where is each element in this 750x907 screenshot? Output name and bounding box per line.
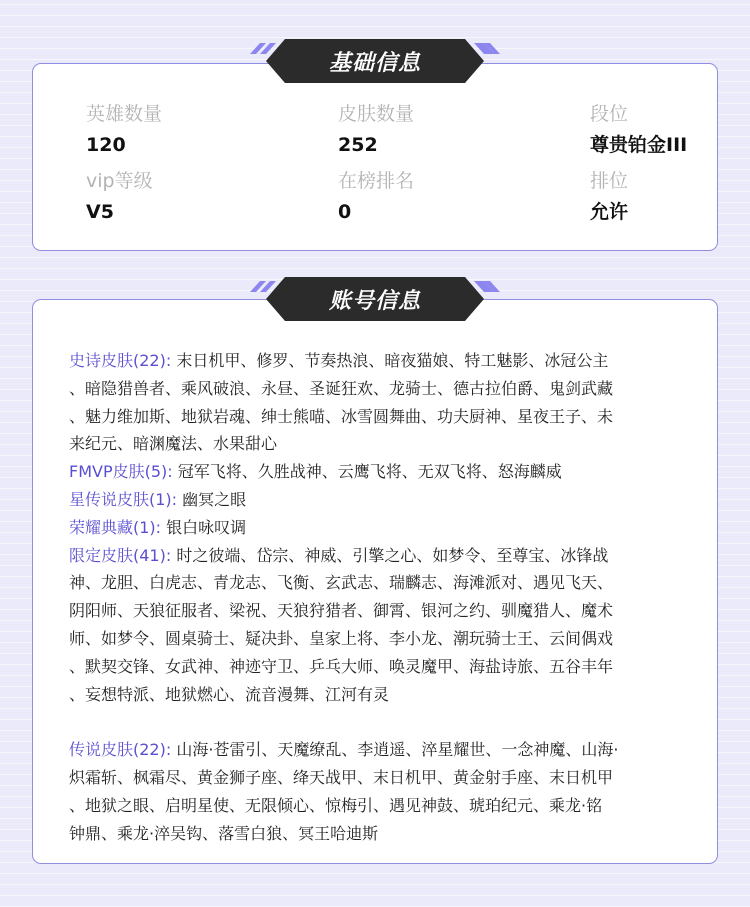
category-label: 限定皮肤(41): <box>69 545 172 565</box>
skin-line: 神、龙胆、白虎志、青龙志、飞衡、玄武志、瑞麟志、海滩派对、遇见飞天、 <box>69 573 614 593</box>
stat-ranked-allowed <box>590 169 730 225</box>
stat-label: 段位 <box>590 103 629 125</box>
skin-line: 阴阳师、天狼征服者、梁祝、天狼狩猎者、御霄、银河之约、驯魔猎人、魔术 <box>69 601 614 621</box>
stat-value: 允许 <box>590 201 629 223</box>
skin-line: 来纪元、暗渊魔法、水果甜心 <box>69 434 278 454</box>
skin-line: 山海·苍雷引、天魔缭乱、李逍遥、淬星耀世、一念神魔、山海· <box>176 740 619 760</box>
stat-vip-level <box>86 169 338 225</box>
category-label: FMVP皮肤(5): <box>69 462 173 482</box>
skin-line: 、默契交锋、女武神、神迹守卫、乒乓大师、唤灵魔甲、海盐诗旅、五谷丰年 <box>69 656 614 676</box>
section-title: 基础信息 <box>328 50 421 76</box>
stat-label: vip等级 <box>86 170 153 192</box>
stat-leaderboard-rank <box>338 169 590 225</box>
stat-value: V5 <box>86 201 114 223</box>
skin-list <box>69 347 689 848</box>
stat-value: 尊贵铂金III <box>590 134 688 156</box>
stat-label: 皮肤数量 <box>338 103 415 125</box>
basic-info-card <box>32 63 718 251</box>
skin-category-glory-collection <box>69 514 689 542</box>
stat-label: 英雄数量 <box>86 103 163 125</box>
skin-line: 冠军飞将、久胜战神、云鹰飞将、无双飞将、怒海麟威 <box>177 462 562 482</box>
skin-line: 师、如梦令、圆桌骑士、疑决卦、皇家上将、李小龙、潮玩骑士王、云间偶戏 <box>69 628 614 648</box>
skin-line: 时之彼端、岱宗、神威、引擎之心、如梦令、至尊宝、冰锋战 <box>176 545 609 565</box>
category-label: 荣耀典藏(1): <box>69 517 162 537</box>
category-label: 星传说皮肤(1): <box>69 489 178 509</box>
skin-line: 钟鼎、乘龙·淬吴钩、落雪白狼、冥王哈迪斯 <box>69 823 379 843</box>
stat-hero-count <box>86 102 338 158</box>
category-label: 传说皮肤(22): <box>69 740 172 760</box>
skin-line: 末日机甲、修罗、节奏热浪、暗夜猫娘、特工魅影、冰冠公主 <box>176 351 609 370</box>
spacer <box>69 708 689 736</box>
stat-label: 在榜排名 <box>338 170 415 192</box>
account-info-card <box>32 299 718 864</box>
stat-skin-count <box>338 102 590 158</box>
skin-category-fmvp <box>69 458 689 486</box>
basic-info-header <box>250 38 500 84</box>
account-info-header <box>250 276 500 322</box>
stat-rank-tier <box>590 102 730 158</box>
skin-line: 、暗隐猎兽者、乘风破浪、永昼、圣诞狂欢、龙骑士、德古拉伯爵、鬼剑武藏 <box>69 378 614 398</box>
stat-value: 0 <box>338 201 352 223</box>
skin-category-epic <box>69 347 689 375</box>
skin-line: 、魅力维加斯、地狱岩魂、绅士熊喵、冰雪圆舞曲、功夫厨神、星夜王子、未 <box>69 406 614 426</box>
skin-line: 、地狱之眼、启明星使、无限倾心、惊梅引、遇见神鼓、琥珀纪元、乘龙·铭 <box>69 795 603 815</box>
section-title: 账号信息 <box>328 288 421 314</box>
skin-category-legend <box>69 736 689 764</box>
skin-line: 炽霜斩、枫霜尽、黄金狮子座、绛天战甲、末日机甲、黄金射手座、末日机甲 <box>69 768 614 788</box>
stat-label: 排位 <box>590 170 629 192</box>
stat-value: 120 <box>86 134 126 156</box>
skin-category-star-legend <box>69 486 689 514</box>
category-label: 史诗皮肤(22): <box>69 351 172 370</box>
skin-line: 幽冥之眼 <box>182 489 247 509</box>
skin-line: 银白咏叹调 <box>166 517 247 537</box>
stats-grid <box>86 102 697 225</box>
skin-category-limited <box>69 542 689 570</box>
skin-line: 、妄想特派、地狱燃心、流音漫舞、江河有灵 <box>69 684 390 704</box>
stat-value: 252 <box>338 134 378 156</box>
